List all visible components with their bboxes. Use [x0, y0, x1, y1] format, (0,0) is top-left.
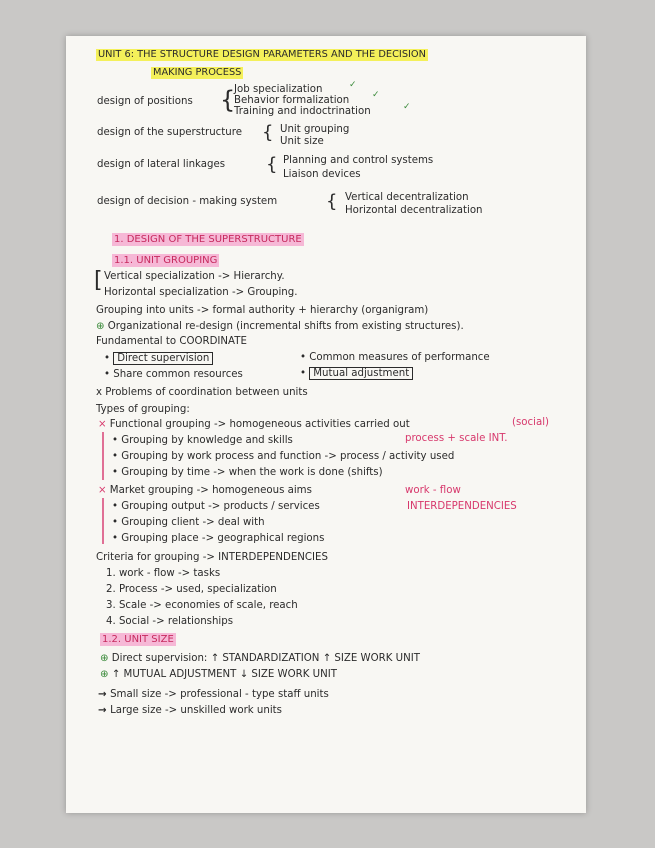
unit-size-line: ⊕ ↑ MUTUAL ADJUSTMENT ↓ SIZE WORK UNIT — [100, 669, 337, 680]
coord-bullet: • Mutual adjustment — [300, 369, 413, 379]
functional-note: (social) — [512, 417, 549, 428]
unit-title-line-2: MAKING PROCESS — [153, 67, 242, 78]
bracket-line: Horizontal specialization -> Grouping. — [104, 287, 298, 298]
coord-bullet: • Common measures of performance — [300, 352, 490, 363]
unit-size-line: → Small size -> professional - type staff units — [98, 689, 329, 700]
design-positions-label: design of positions — [97, 96, 193, 107]
functional-head: × Functional grouping -> homogeneous activities carried out — [98, 419, 410, 430]
unit-size-line: ⊕ Direct supervision: ↑ STANDARDIZATION ↑ SIZE WORK UNIT — [100, 653, 420, 664]
functional-item: • Grouping by knowledge and skills — [112, 435, 293, 446]
design-positions-item: Job specialization — [234, 84, 323, 95]
market-note: work - flow — [405, 485, 461, 496]
check-icon: ✓ — [349, 80, 357, 90]
bracket-line: Vertical specialization -> Hierarchy. — [104, 271, 285, 282]
coord-bullet: • Share common resources — [104, 369, 243, 380]
design-positions-item: Behavior formalization — [234, 95, 350, 106]
functional-item: • Grouping by work process and function -> process / activity used — [112, 451, 455, 462]
criteria-title: Criteria for grouping -> INTERDEPENDENCIES — [96, 552, 328, 563]
types-title: Types of grouping: — [96, 404, 190, 415]
unit-title-line-1: UNIT 6: THE STRUCTURE DESIGN PARAMETERS AND THE DECISION — [98, 49, 426, 60]
bracket: [ — [94, 268, 103, 293]
coord-bullet: • Direct supervision — [104, 354, 213, 364]
pink-margin-bar — [102, 432, 104, 480]
market-head: × Market grouping -> homogeneous aims — [98, 485, 312, 496]
note-line: x Problems of coordination between units — [96, 387, 308, 398]
market-item: • Grouping place -> geographical regions — [112, 533, 325, 544]
criteria-item: 2. Process -> used, specialization — [106, 584, 277, 595]
unit-size-line: → Large size -> unskilled work units — [98, 705, 282, 716]
brace: { — [326, 191, 338, 212]
market-item: • Grouping client -> deal with — [112, 517, 265, 528]
design-superstructure-item: Unit grouping — [280, 124, 350, 135]
design-decision-label: design of decision - making system — [97, 196, 278, 207]
subsection-heading: 1.1. UNIT GROUPING — [114, 255, 218, 266]
design-superstructure-item: Unit size — [280, 136, 324, 147]
design-lateral-item: Planning and control systems — [283, 155, 434, 166]
check-icon: ✓ — [372, 90, 380, 100]
market-item: • Grouping output -> products / services — [112, 501, 320, 512]
criteria-item: 3. Scale -> economies of scale, reach — [106, 600, 298, 611]
market-annotation: INTERDEPENDENCIES — [407, 501, 517, 512]
note-line: Grouping into units -> formal authority + hierarchy (organigram) — [96, 305, 429, 316]
brace: { — [262, 122, 274, 143]
criteria-item: 4. Social -> relationships — [106, 616, 234, 627]
pink-margin-bar — [102, 498, 104, 544]
design-decision-item: Horizontal decentralization — [345, 205, 483, 216]
brace: { — [266, 154, 278, 175]
functional-item: • Grouping by time -> when the work is done (shifts) — [112, 467, 383, 478]
design-lateral-label: design of lateral linkages — [97, 159, 226, 170]
brace: { — [220, 86, 236, 114]
design-lateral-item: Liaison devices — [283, 169, 361, 180]
check-icon: ✓ — [403, 102, 411, 112]
functional-annotation: process + scale INT. — [405, 433, 508, 444]
note-line: ⊕ Organizational re-design (incremental shifts from existing structures). — [96, 321, 464, 332]
design-decision-item: Vertical decentralization — [345, 192, 469, 203]
subsection-heading: 1.2. UNIT SIZE — [102, 634, 174, 645]
section-heading: 1. DESIGN OF THE SUPERSTRUCTURE — [114, 234, 302, 245]
design-positions-item: Training and indoctrination — [234, 106, 371, 117]
note-line: Fundamental to COORDINATE — [96, 336, 247, 347]
design-superstructure-label: design of the superstructure — [97, 127, 242, 138]
criteria-item: 1. work - flow -> tasks — [106, 568, 221, 579]
